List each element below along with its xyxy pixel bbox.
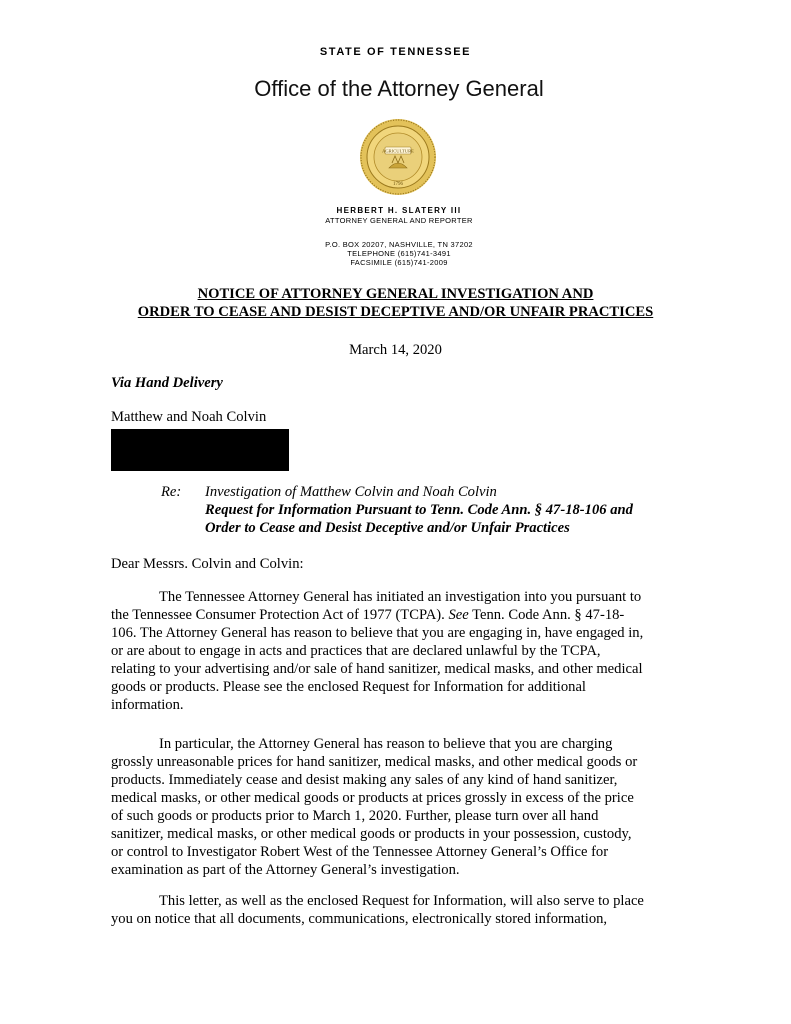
text-run: the Tennessee Consumer Protection Act of 1977 (TCPA). <box>111 607 449 623</box>
attorney-general-name: HERBERT H. SLATERY III <box>336 206 462 215</box>
paragraph-line: grossly unreasonable prices for hand sanitizer, medical masks, and other medical goods or <box>111 754 638 770</box>
salutation: Dear Messrs. Colvin and Colvin: <box>111 556 304 572</box>
seal-top-text: AGRICULTURE <box>382 148 414 154</box>
address-line-facsimile: FACSIMILE (615)741-2009 <box>350 258 448 267</box>
re-line-2: Request for Information Pursuant to Tenn. Code Ann. § 47-18-106 and <box>205 502 633 518</box>
paragraph-line: In particular, the Attorney General has reason to believe that you are charging <box>159 736 613 752</box>
address-line-mail: P.O. BOX 20207, NASHVILLE, TN 37202 <box>325 240 473 249</box>
paragraph-line: information. <box>111 697 184 713</box>
attorney-general-title: ATTORNEY GENERAL AND REPORTER <box>325 216 473 225</box>
paragraph-line <box>111 606 691 624</box>
notice-heading-line-1: NOTICE OF ATTORNEY GENERAL INVESTIGATION AND <box>197 286 594 302</box>
paragraph-line: medical masks, or other medical goods or products at prices grossly in excess of the price <box>111 790 634 806</box>
paragraph-line: of such goods or products prior to March 1, 2020. Further, please turn over all hand <box>111 808 599 824</box>
paragraph-line: relating to your advertising and/or sale of hand sanitizer, medical masks, and other medical <box>111 661 643 677</box>
state-seal-icon <box>359 118 437 196</box>
re-label: Re: <box>161 484 182 500</box>
notice-heading-line-2: ORDER TO CEASE AND DESIST DECEPTIVE AND/OR UNFAIR PRACTICES <box>137 304 654 320</box>
paragraph-line: or control to Investigator Robert West of the Tennessee Attorney General’s Office for <box>111 844 609 860</box>
redacted-address-block <box>111 429 289 471</box>
paragraph-line: or are about to engage in acts and practices that are declared unlawful by the TCPA, <box>111 643 601 659</box>
text-run: Tenn. Code Ann. § 47-18- <box>468 607 625 623</box>
paragraph-investigation <box>111 588 691 714</box>
address-line-telephone: TELEPHONE (615)741-3491 <box>347 249 451 258</box>
paragraph-line: The Tennessee Attorney General has initiated an investigation into you pursuant to <box>159 589 642 605</box>
seal-bottom-text: 1796 <box>393 182 403 187</box>
state-label: STATE OF TENNESSEE <box>319 46 472 58</box>
paragraph-line: products. Immediately cease and desist making any sales of any kind of hand sanitizer, <box>111 772 618 788</box>
re-line-3: Order to Cease and Desist Deceptive and/or Unfair Practices <box>205 520 570 536</box>
paragraph-line: goods or products. Please see the enclosed Request for Information for additional <box>111 679 586 695</box>
office-title: Office of the Attorney General <box>254 76 544 101</box>
paragraph-line: you on notice that all documents, communications, electronically stored information, <box>111 911 608 927</box>
letter-date: March 14, 2020 <box>349 342 442 358</box>
recipient-name: Matthew and Noah Colvin <box>111 409 267 425</box>
re-line-1: Investigation of Matthew Colvin and Noah Colvin <box>205 484 497 500</box>
paragraph-preservation-notice <box>111 892 691 928</box>
paragraph-line: examination as part of the Attorney General’s investigation. <box>111 862 460 878</box>
delivery-method: Via Hand Delivery <box>111 375 223 391</box>
paragraph-line: sanitizer, medical masks, or other medical goods or products in your possession, custody, <box>111 826 632 842</box>
see-signal: See <box>448 607 469 623</box>
paragraph-cease-and-desist <box>111 735 691 879</box>
paragraph-line: This letter, as well as the enclosed Request for Information, will also serve to place <box>159 893 644 909</box>
paragraph-line: 106. The Attorney General has reason to believe that you are engaging in, have engaged in, <box>111 625 644 641</box>
